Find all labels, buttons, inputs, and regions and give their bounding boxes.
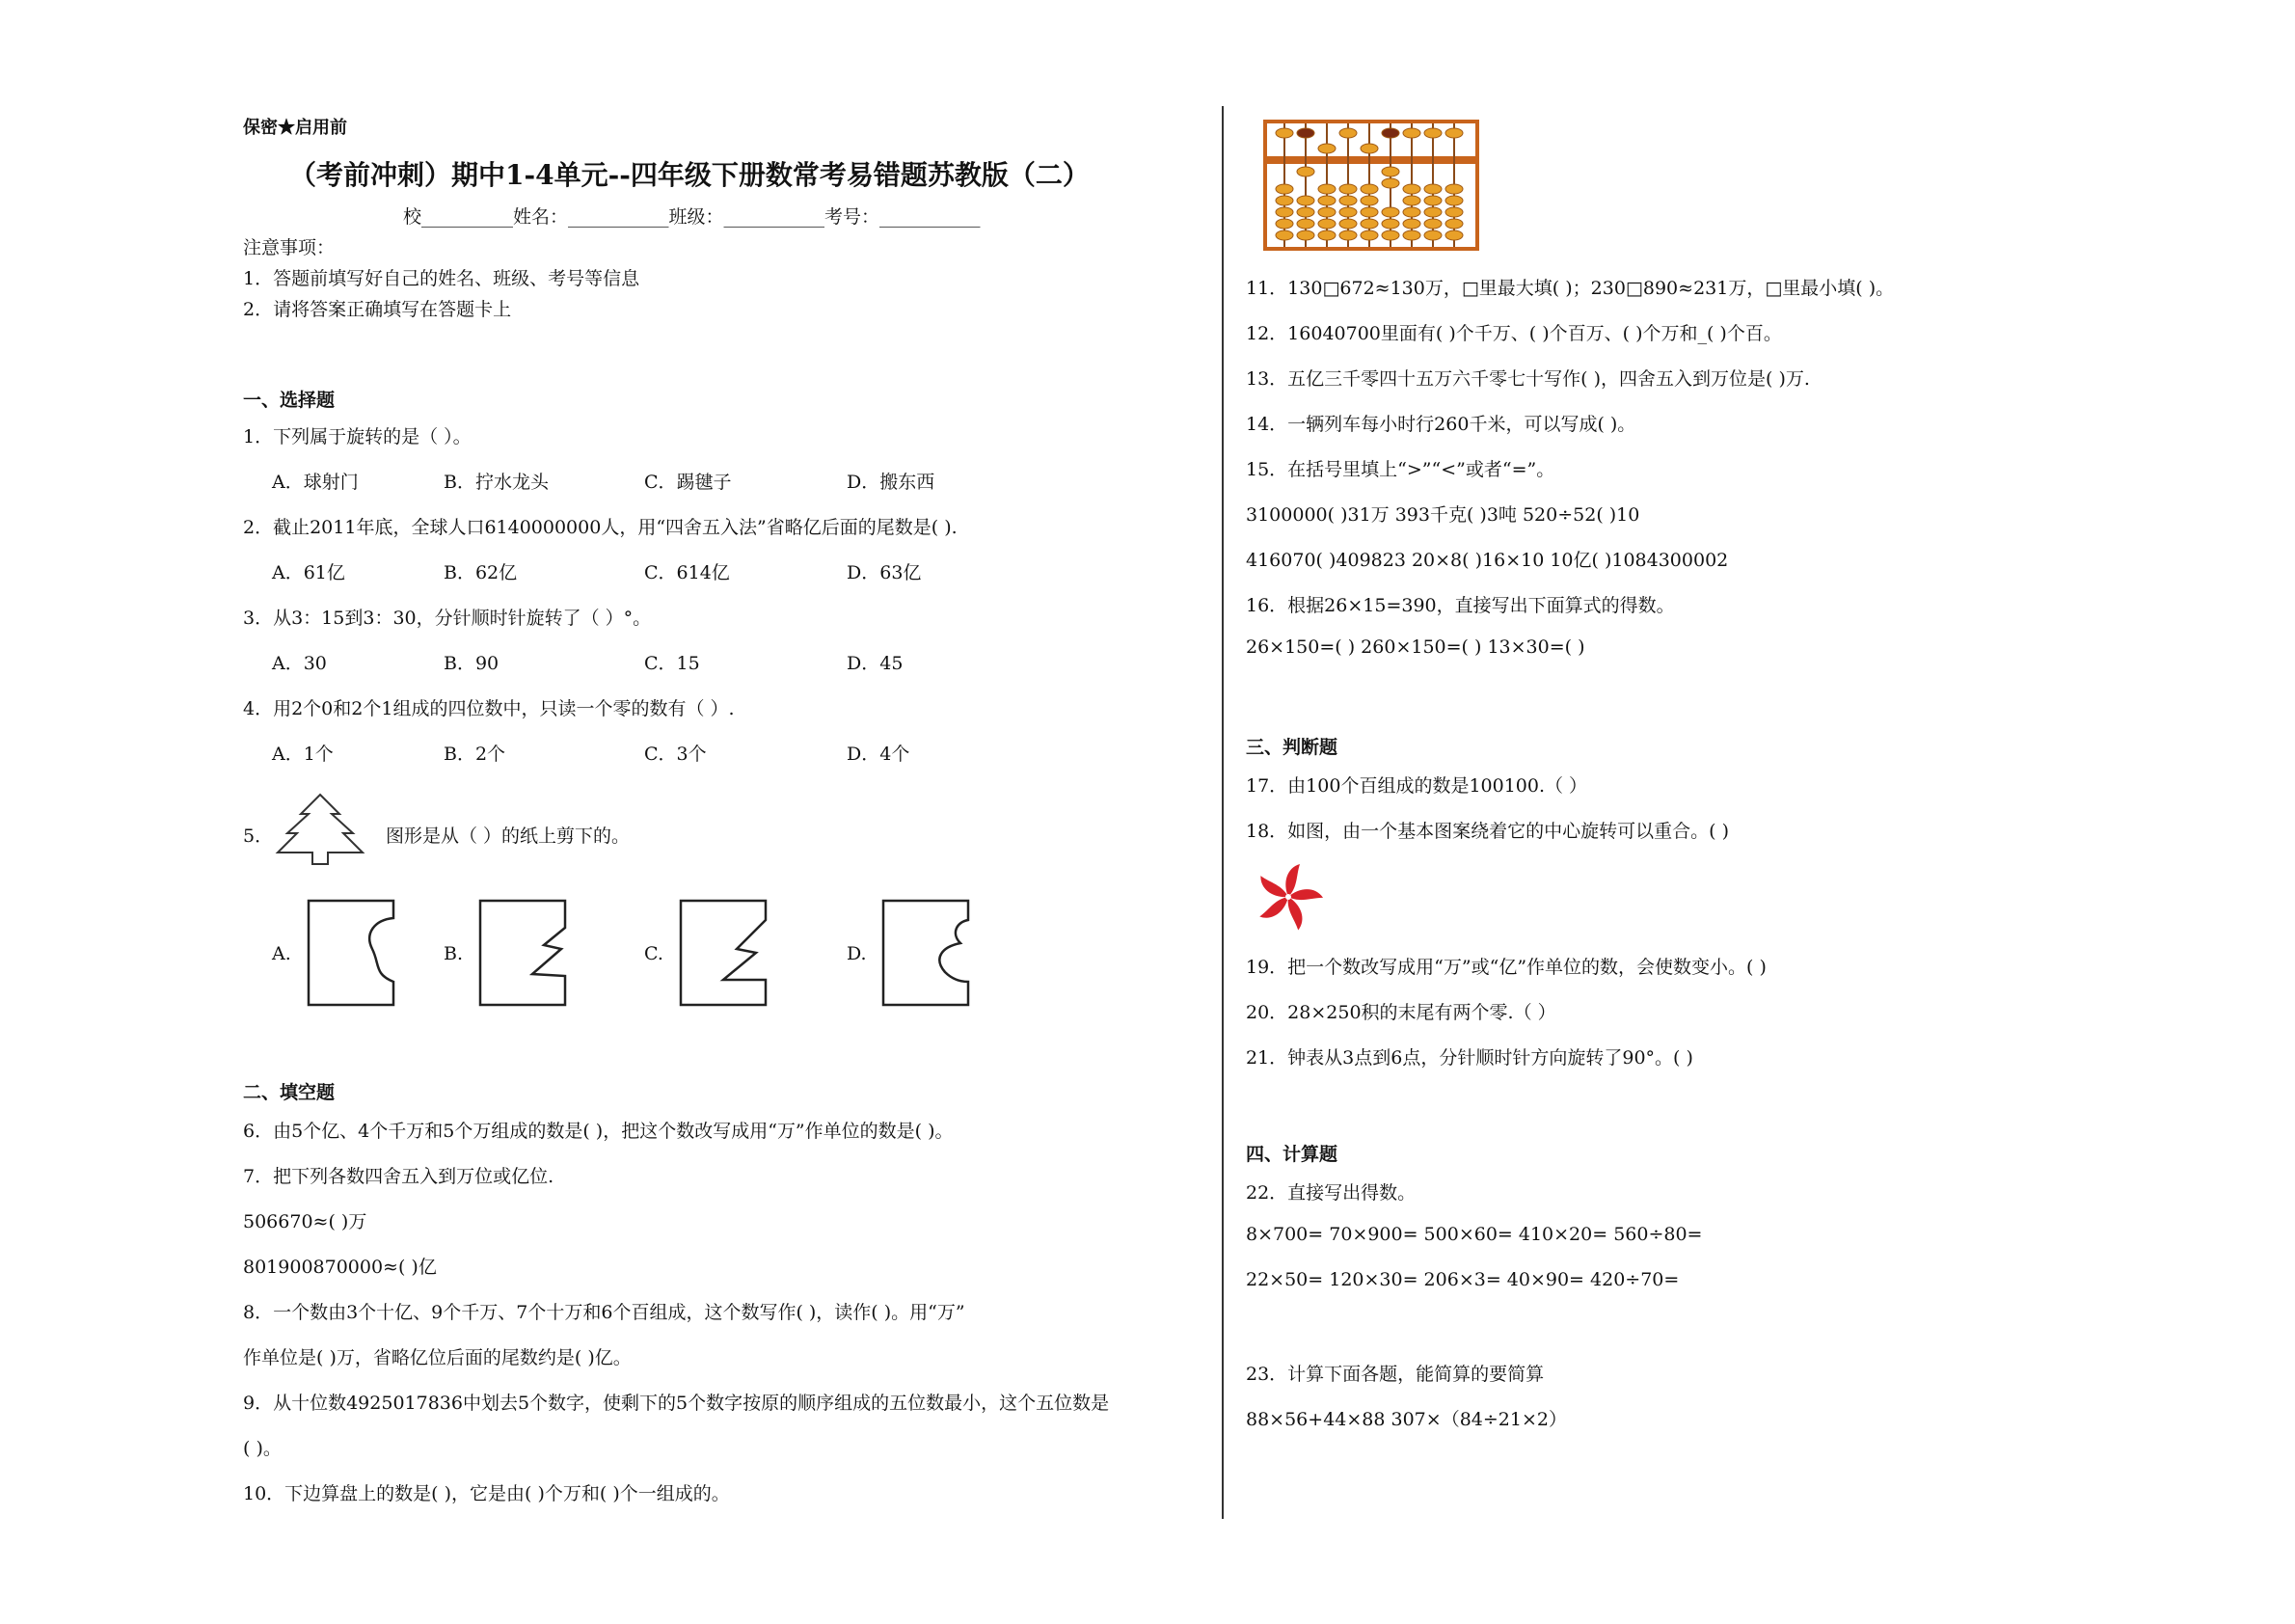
q5-option-a[interactable]: A.	[272, 943, 291, 964]
q2-option-d[interactable]: D．63亿	[847, 562, 922, 583]
question-9-line1: 9．从十位数4925017836中划去5个数字，使剩下的5个数字按原的顺序组成的五位数最小，这个五位数是	[243, 1393, 1110, 1414]
question-7a: 506670≈( )万	[243, 1211, 367, 1232]
question-7: 7．把下列各数四舍五入到万位或亿位.	[243, 1166, 554, 1187]
question-5-number: 5．	[243, 826, 274, 847]
question-8-line2: 作单位是( )万，省略亿位后面的尾数约是( )亿。	[243, 1347, 632, 1368]
question-21: 21．钟表从3点到6点，分针顺时针方向旋转了90°。( )	[1246, 1047, 1693, 1069]
q5-shape-b	[478, 899, 567, 1007]
section-1-title: 一、选择题	[243, 390, 336, 411]
question-3: 3．从3：15到3：30，分针顺时针旋转了（ ）°。	[243, 608, 652, 629]
q4-option-b[interactable]: B．2个	[444, 744, 506, 765]
q2-option-c[interactable]: C．614亿	[644, 562, 730, 583]
q1-option-d[interactable]: D．搬东西	[847, 472, 935, 493]
page-title: （考前冲刺）期中1-4单元--四年级下册数常考易错题苏教版（二）	[289, 159, 1090, 191]
note-1: 1．答题前填写好自己的姓名、班级、考号等信息	[243, 268, 640, 289]
question-22: 22．直接写出得数。	[1246, 1182, 1417, 1204]
notes-title: 注意事项：	[243, 237, 336, 258]
question-16a: 26×150=( ) 260×150=( ) 13×30=( )	[1246, 636, 1585, 658]
question-23a: 88×56+44×88 307×（84÷21×2）	[1246, 1409, 1567, 1430]
q3-option-b[interactable]: B．90	[444, 653, 500, 674]
question-15: 15．在括号里填上“>”“<”或者“=”。	[1246, 459, 1555, 480]
question-2: 2．截止2011年底，全球人口6140000000人，用“四舍五入法”省略亿后面的尾数是( ).	[243, 517, 958, 538]
q1-option-a[interactable]: A．球射门	[272, 472, 359, 493]
question-10: 10．下边算盘上的数是( )，它是由( )个万和( )个一组成的。	[243, 1483, 730, 1504]
question-5: 图形是从（ ）的纸上剪下的。	[386, 826, 631, 847]
tree-arrow-figure	[276, 793, 364, 866]
q5-option-c[interactable]: C.	[644, 943, 663, 964]
question-4: 4．用2个0和2个1组成的四位数中，只读一个零的数有（ ）.	[243, 698, 735, 719]
question-14: 14．一辆列车每小时行260千米，可以写成( )。	[1246, 414, 1636, 435]
q3-option-a[interactable]: A．30	[272, 653, 327, 674]
question-8-line1: 8．一个数由3个十亿、9个千万、7个十万和6个百组成，这个数写作( )，读作( )。用“万”	[243, 1302, 965, 1323]
question-13: 13．五亿三千零四十五万六千零七十写作( )，四舍五入到万位是( )万.	[1246, 368, 1810, 390]
question-9-line2: ( )。	[243, 1438, 282, 1459]
q4-option-d[interactable]: D．4个	[847, 744, 910, 765]
section-4-title: 四、计算题	[1246, 1144, 1338, 1165]
question-20: 20．28×250积的末尾有两个零.（ ）	[1246, 1002, 1556, 1023]
q5-shape-d	[881, 899, 970, 1007]
q5-shape-a	[307, 899, 395, 1007]
question-18: 18．如图，由一个基本图案绕着它的中心旋转可以重合。( )	[1246, 821, 1730, 842]
question-11: 11．130□672≈130万，□里最大填( )；230□890≈231万，□里最小填( )。	[1246, 278, 1895, 299]
section-3-title: 三、判断题	[1246, 737, 1338, 758]
question-15a: 3100000( )31万 393千克( )3吨 520÷52( )10	[1246, 504, 1640, 526]
question-6: 6．由5个亿、4个千万和5个万组成的数是( )，把这个数改写成用“万”作单位的数是( )。	[243, 1121, 954, 1142]
student-info-line[interactable]: 校__________姓名：___________班级：___________考号：___________	[403, 206, 981, 228]
question-22b: 22×50= 120×30= 206×3= 40×90= 420÷70=	[1246, 1269, 1680, 1290]
column-divider	[1222, 106, 1224, 1519]
question-1: 1．下列属于旋转的是（ ）。	[243, 426, 472, 447]
q2-option-b[interactable]: B．62亿	[444, 562, 518, 583]
section-2-title: 二、填空题	[243, 1082, 336, 1103]
q2-option-a[interactable]: A．61亿	[272, 562, 345, 583]
question-12: 12．16040700里面有( )个千万、( )个百万、( )个万和_( )个百。	[1246, 323, 1782, 344]
q5-shape-c	[679, 899, 768, 1007]
question-16: 16．根据26×15=390，直接写出下面算式的得数。	[1246, 595, 1675, 616]
q5-option-d[interactable]: D.	[847, 943, 867, 964]
question-17: 17．由100个百组成的数是100100.（ ）	[1246, 775, 1588, 797]
secret-label: 保密★启用前	[243, 118, 347, 138]
bauhinia-flower-image	[1250, 860, 1327, 934]
question-15b: 416070( )409823 20×8( )16×10 10亿( )1084300002	[1246, 550, 1729, 571]
q3-option-d[interactable]: D．45	[847, 653, 904, 674]
question-19: 19．把一个数改写成用“万”或“亿”作单位的数，会使数变小。( )	[1246, 957, 1767, 978]
question-22a: 8×700= 70×900= 500×60= 410×20= 560÷80=	[1246, 1224, 1703, 1245]
q1-option-b[interactable]: B．拧水龙头	[444, 472, 549, 493]
question-23: 23．计算下面各题，能简算的要简算	[1246, 1364, 1545, 1385]
q4-option-a[interactable]: A．1个	[272, 744, 334, 765]
q5-option-b[interactable]: B.	[444, 943, 464, 964]
abacus-image	[1263, 120, 1479, 251]
question-7b: 801900870000≈( )亿	[243, 1257, 437, 1278]
note-2: 2．请将答案正确填写在答题卡上	[243, 299, 512, 320]
q3-option-c[interactable]: C．15	[644, 653, 700, 674]
q4-option-c[interactable]: C．3个	[644, 744, 707, 765]
q1-option-c[interactable]: C．踢毽子	[644, 472, 732, 493]
